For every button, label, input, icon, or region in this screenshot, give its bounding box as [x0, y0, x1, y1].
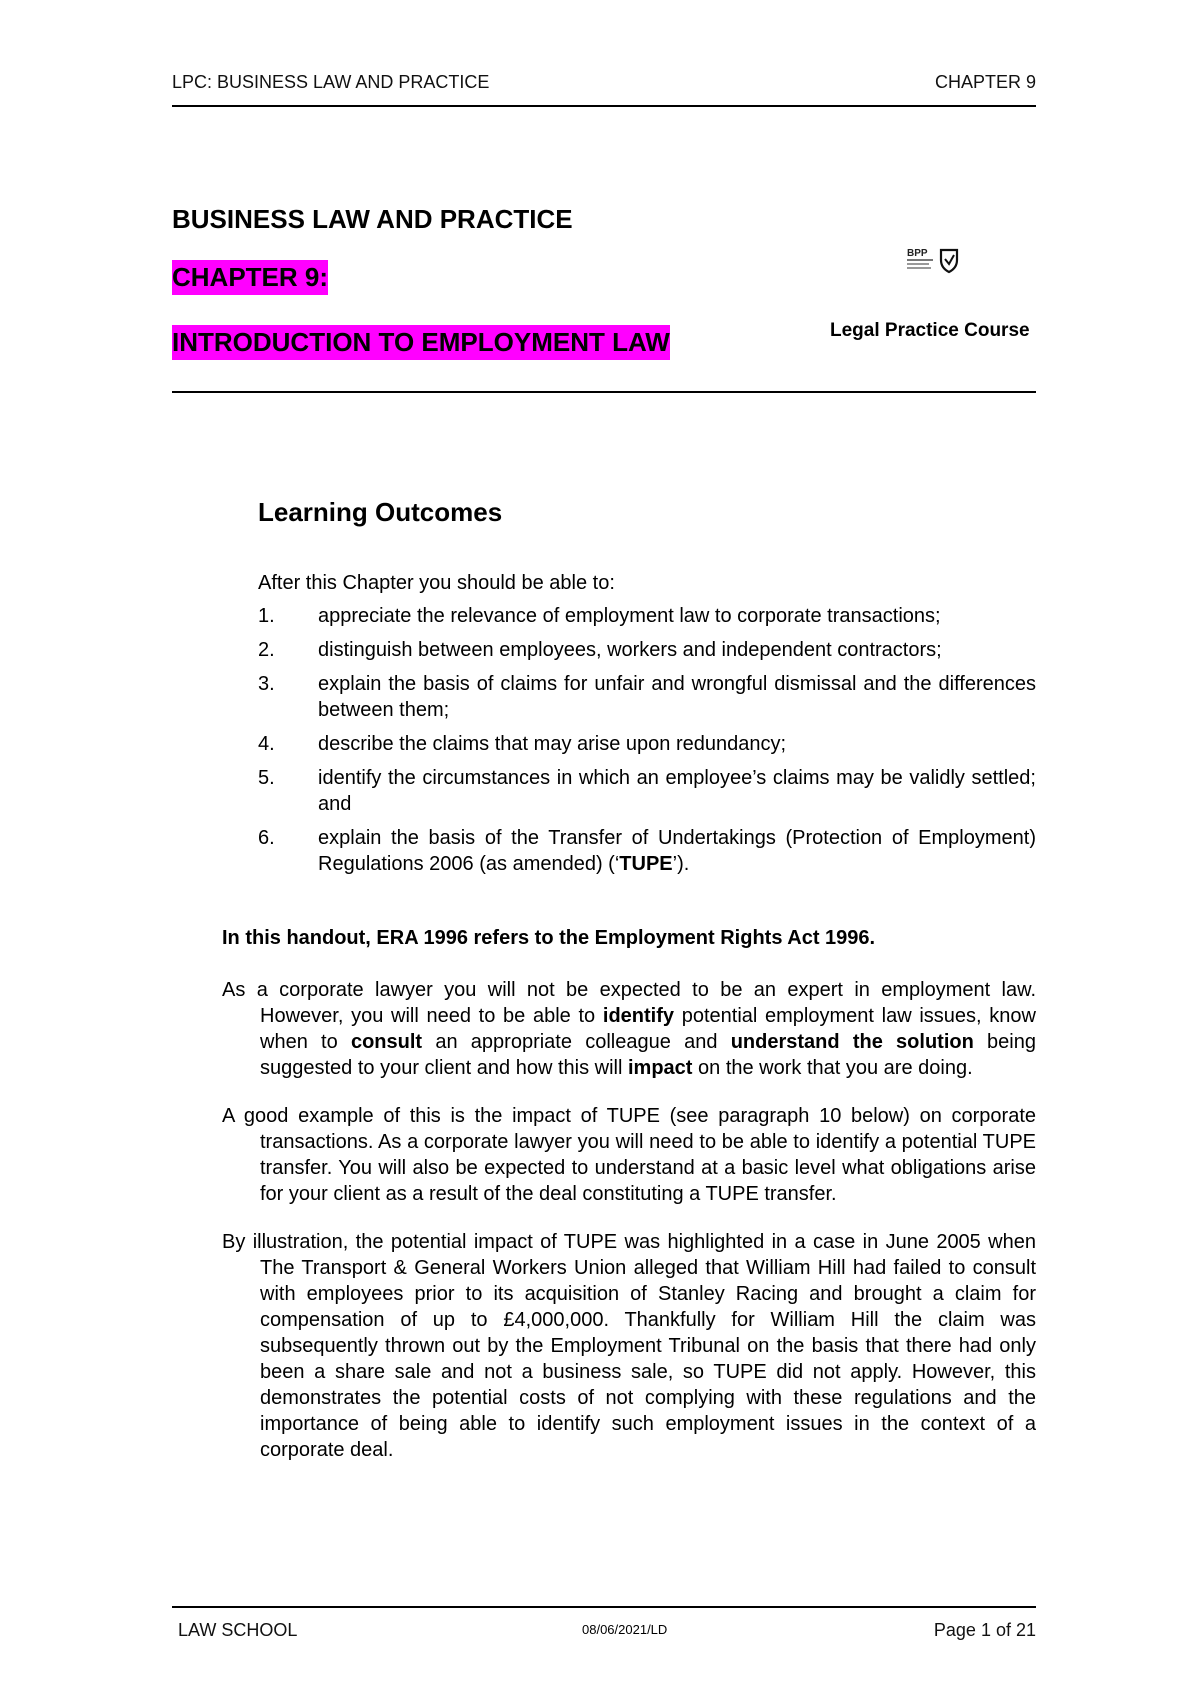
list-item: 3. explain the basis of claims for unfair and wrongful dismissal and the differences between them;	[258, 673, 1036, 721]
learning-outcomes-list	[258, 603, 1036, 885]
chapter-subtitle-label: INTRODUCTION TO EMPLOYMENT LAW	[172, 325, 670, 360]
body-paragraphs	[222, 977, 1036, 1485]
running-header-right: CHAPTER 9	[934, 72, 1036, 92]
handout-note: In this handout, ERA 1996 refers to the Employment Rights Act 1996.	[222, 927, 876, 949]
learning-outcomes-heading: Learning Outcomes	[258, 497, 503, 527]
bpp-logo	[905, 246, 963, 274]
chapter-label: CHAPTER 9:	[172, 260, 328, 295]
footer-rule	[172, 1606, 1036, 1608]
page-number: Page 1 of 21	[933, 1620, 1036, 1640]
learning-outcomes-intro: After this Chapter you should be able to:	[258, 572, 615, 594]
logo-text: BPP	[907, 248, 928, 259]
list-item: 6. explain the basis of the Transfer of Undertakings (Protection of Employment) Regulations 2006 (as amended) (‘TUPE’).	[258, 827, 1036, 875]
paragraph: By illustration, the potential impact of TUPE was highlighted in a case in June 2005 when The Transport & General Workers Union alleged that William Hill had failed to consult with employees prior to its acquisition of Stanley Racing and brought a claim for compensation of up to £4,000,000. Thankfully for William Hill the claim was subsequently thrown out by the Employment Tribunal on the basis that there had only been a share sale and not a business sale, so TUPE did not apply. However, this demonstrates the potential costs of not complying with these regulations and the importance of being able to identify such employment issues in the context of a corporate deal.	[222, 1231, 1036, 1461]
title-rule	[172, 391, 1036, 393]
chapter-heading	[172, 262, 328, 293]
paragraph: As a corporate lawyer you will not be expected to be an expert in employment law. However, you will need to be able to identify potential employment law issues, know when to consult an appropriate colleague and understand the solution being suggested to your client and how this will impact on the work that you are doing.	[222, 979, 1036, 1079]
list-item: 1. appreciate the relevance of employment law to corporate transactions;	[258, 605, 941, 627]
list-item: 2. distinguish between employees, workers and independent contractors;	[258, 639, 942, 661]
course-label: Legal Practice Course	[830, 320, 1030, 341]
paragraph: A good example of this is the impact of TUPE (see paragraph 10 below) on corporate transactions. As a corporate lawyer you will need to be able to identify a potential TUPE transfer. You will also be expected to understand at a basic level what obligations arise for your client as a result of the deal constituting a TUPE transfer.	[222, 1105, 1036, 1205]
running-header-left: LPC: BUSINESS LAW AND PRACTICE	[172, 72, 490, 92]
chapter-subtitle	[172, 327, 670, 358]
list-item: 5. identify the circumstances in which an employee’s claims may be validly settled; and	[258, 767, 1036, 815]
footer-date: 08/06/2021/LD	[582, 1622, 668, 1637]
footer-left: LAW SCHOOL	[178, 1620, 298, 1640]
header-rule	[172, 105, 1036, 107]
list-item: 4. describe the claims that may arise upon redundancy;	[258, 733, 787, 755]
document-title: BUSINESS LAW AND PRACTICE	[172, 204, 573, 234]
